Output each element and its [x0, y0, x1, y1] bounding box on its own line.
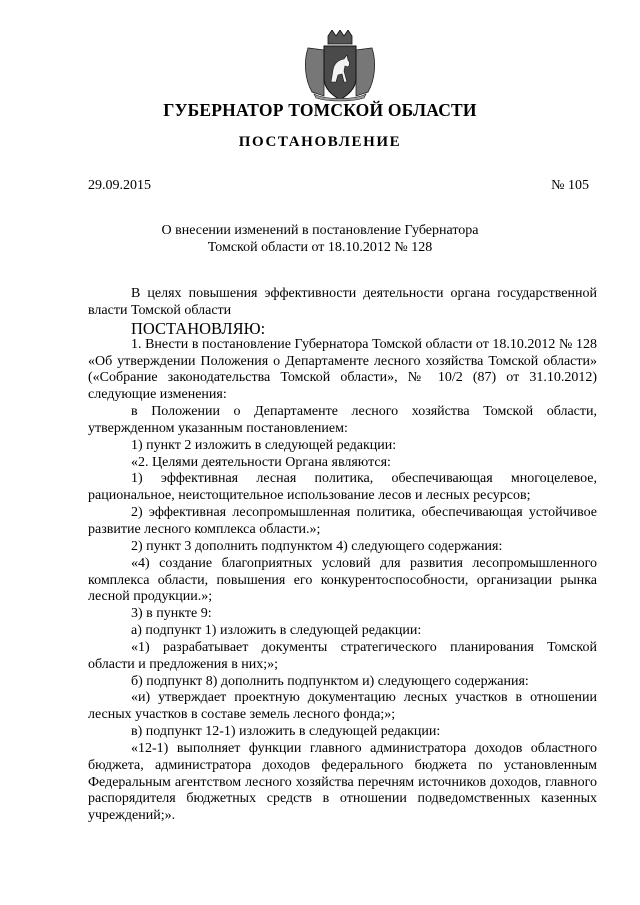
paragraph-item-1: 1) пункт 2 изложить в следующей редакции:: [131, 437, 397, 453]
paragraph-subitem-12-1: «12-1) выполняет функции главного администратора доходов областного бюджета, администратора доходов федерального бюджета по установленным Федеральным агентством лесного хозяйства перечням источников доходов, главного распорядителя бюджетных средств в отношении подведомственных казенных учреждений;».: [88, 740, 597, 824]
subject-line-2: Томской области от 18.10.2012 № 128: [207, 239, 433, 255]
paragraph-item-2: 2) пункт 3 дополнить подпунктом 4) следующего содержания:: [131, 538, 503, 554]
paragraph-goal-1: 1) эффективная лесная политика, обеспечивающая многоцелевое, рациональное, неистощительное использование лесов и лесных ресурсов;: [88, 471, 597, 504]
document-type: ПОСТАНОВЛЕНИЕ: [238, 134, 402, 150]
document-subject: [0, 223, 640, 256]
paragraph-1: 1. Внести в постановление Губернатора Томской области от 18.10.2012 № 128 «Об утверждении Положения о Департаменте лесного хозяйства Томской области» («Собрание законодательства Томской области», № 10/2 (87) от 31.10.2012) следующие изменения:: [88, 336, 597, 403]
paragraph-item-3a: а) подпункт 1) изложить в следующей редакции:: [131, 623, 422, 639]
paragraph-subitem-1: «1) разрабатывает документы стратегического планирования Томской области и предложения в них;»;: [88, 639, 597, 672]
document-number: № 105: [551, 178, 589, 193]
paragraph-item-3: 3) в пункте 9:: [131, 606, 212, 622]
document-date: 29.09.2015: [88, 178, 151, 193]
paragraph-goal-2: 2) эффективная лесопромышленная политика, обеспечивающая устойчивое развитие лесного комплекса области.»;: [88, 505, 597, 537]
paragraph-goals: «2. Целями деятельности Органа являются:: [131, 454, 391, 470]
decree-word: ПОСТАНОВЛЯЮ:: [131, 318, 266, 338]
document-body: [88, 286, 597, 825]
paragraph-regulation: в Положении о Департаменте лесного хозяйства Томской области, утвержденном указанным постановлением:: [88, 404, 597, 436]
paragraph-item-3b: б) подпункт 8) дополнить подпунктом и) следующего содержания:: [131, 673, 529, 689]
paragraph-subitem-i: «и) утверждает проектную документацию лесных участков в отношении лесных участков в составе земель лесного фонда;»;: [88, 690, 597, 723]
paragraph-preamble: В целях повышения эффективности деятельности органа государственной власти Томской области: [88, 286, 597, 318]
paragraph-item-3c: в) подпункт 12-1) изложить в следующей редакции:: [131, 724, 441, 740]
tomsk-coat-of-arms-icon: [300, 30, 380, 102]
subject-line-1: О внесении изменений в постановление Губернатора: [161, 223, 479, 238]
org-title: ГУБЕРНАТОР ТОМСКОЙ ОБЛАСТИ: [163, 100, 477, 120]
paragraph-subitem-4: «4) создание благоприятных условий для развития лесопромышленного комплекса области, повышения его конкурентоспособности, организации рынка лесной продукции.»;: [88, 555, 597, 605]
